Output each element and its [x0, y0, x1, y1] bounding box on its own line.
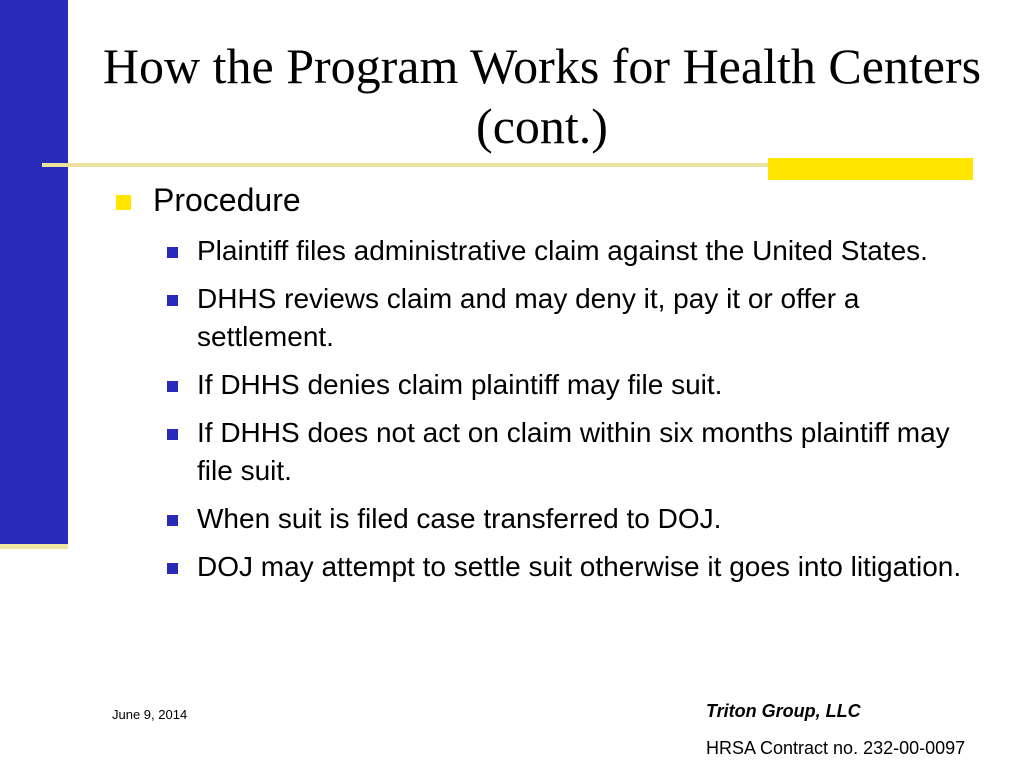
- sub-bullet-item: [167, 414, 984, 490]
- sub-bullet-text: If DHHS denies claim plaintiff may file suit.: [197, 369, 723, 400]
- slide-title: How the Program Works for Health Centers (cont.): [102, 38, 982, 154]
- sub-bullet-text: When suit is filed case transferred to DOJ.: [197, 503, 722, 534]
- sub-bullet-text: DOJ may attempt to settle suit otherwise it goes into litigation.: [197, 551, 962, 582]
- sub-bullet-item: [167, 366, 984, 404]
- slide-content: [114, 180, 984, 596]
- sub-bullet-item: [167, 548, 984, 586]
- title-accent-block: [768, 158, 973, 180]
- sub-bullet-list: [114, 232, 984, 586]
- footer-contract: HRSA Contract no. 232-00-0097: [706, 738, 966, 758]
- footer-company: Triton Group, LLC: [706, 701, 861, 721]
- bullet-label: Procedure: [153, 182, 301, 218]
- square-bullet-icon: [167, 381, 178, 392]
- sub-bullet-item: [167, 280, 984, 356]
- square-bullet-icon: [167, 515, 178, 526]
- sub-bullet-text: DHHS reviews claim and may deny it, pay it or offer a settlement.: [197, 283, 860, 352]
- footer-date: June 9, 2014: [112, 707, 188, 722]
- sub-bullet-text: Plaintiff files administrative claim against the United States.: [197, 235, 928, 266]
- square-bullet-icon: [167, 295, 178, 306]
- left-accent-bar: [0, 0, 68, 544]
- square-bullet-icon: [167, 563, 178, 574]
- sub-bullet-text: If DHHS does not act on claim within six months plaintiff may file suit.: [197, 417, 950, 486]
- square-bullet-icon: [167, 247, 178, 258]
- left-bar-underline: [0, 544, 68, 549]
- square-bullet-icon: [116, 195, 131, 210]
- square-bullet-icon: [167, 429, 178, 440]
- title-rule: [42, 163, 770, 167]
- bullet-procedure: [114, 180, 984, 220]
- sub-bullet-item: [167, 232, 984, 270]
- sub-bullet-item: [167, 500, 984, 538]
